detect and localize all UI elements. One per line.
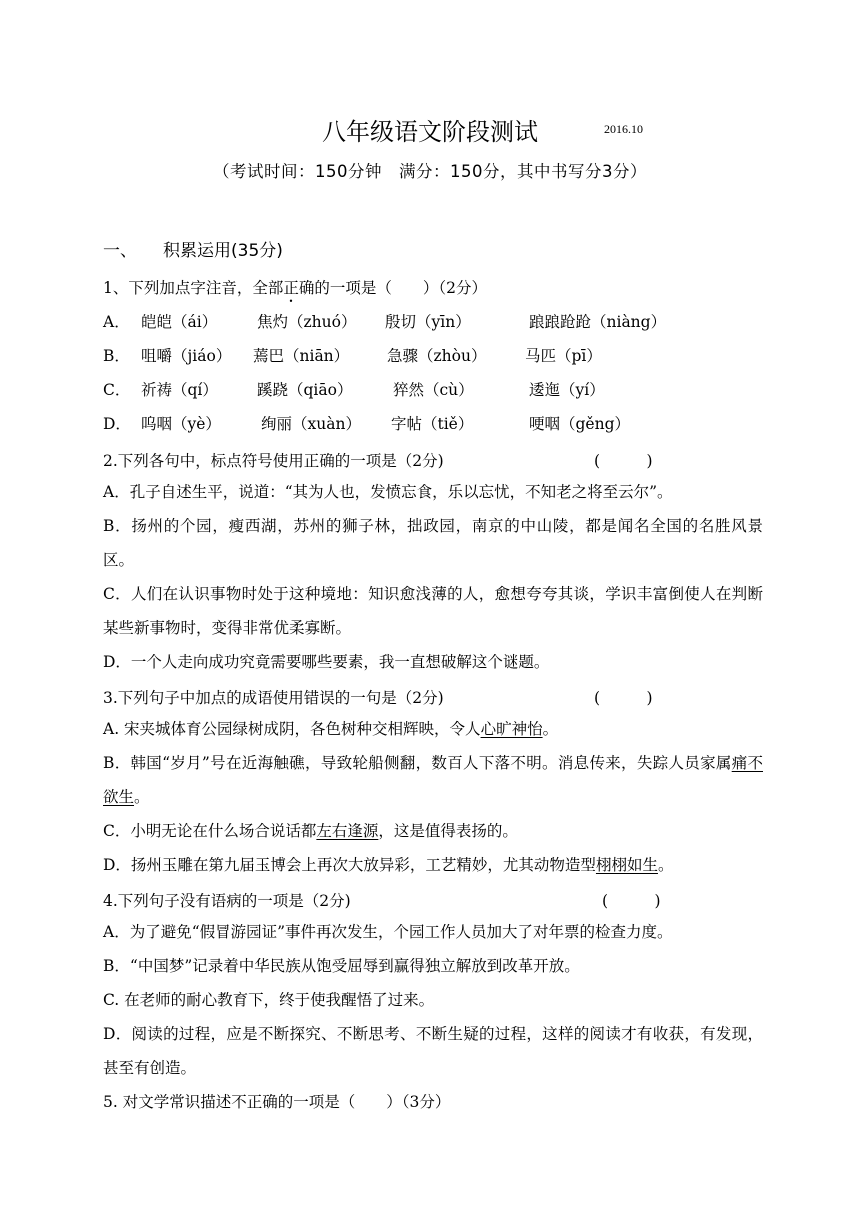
- exam-date: 2016.10: [604, 122, 643, 136]
- q5-stem: 5. 对文学常识描述不正确的一项是（ ）（3分）: [103, 1093, 451, 1111]
- q4-stem: 4.下列句子没有语病的一项是（2分): [103, 892, 351, 910]
- q2-option-d: D．一个人走向成功究竟需要哪些要素，我一直想破解这个谜题。: [103, 653, 550, 671]
- q2-answer-blank: ( ): [594, 452, 653, 470]
- q3-option-d: D．扬州玉雕在第九届玉博会上再次大放异彩，工艺精妙，尤其动物造型栩栩如生。: [103, 856, 674, 874]
- idiom: 栩栩如生: [595, 856, 658, 874]
- q3-answer-blank: ( ): [594, 689, 653, 707]
- emphasis-char: 正: [283, 279, 299, 297]
- q3-option-b: B．韩国“岁月”号在近海触礁，导致轮船侧翻，数百人下落不明。消息传来，失踪人员家属痛不欲生。: [103, 754, 763, 806]
- section-heading: [103, 236, 283, 261]
- idiom: 心旷神怡: [480, 720, 543, 738]
- exam-subtitle: （考试时间：150分钟 满分：150分，其中书写分3分）: [213, 162, 647, 181]
- exam-page: 八年级语文阶段测试 2016.10 （考试时间：150分钟 满分：150分，其中书写分3分） 一、 积累运用(35分) 1、下列加点字注音，全部正确的一项是（ ）（2分） A． 皑皑（ái） 焦灼（zhuó） 殷切（yīn） 踉踉跄跄（niàng） B． 咀嚼（jiáo） 蔫巴（niān） 急骤（zhòu） 马匹（pī） C． 祈祷（qí） 蹊跷（qiāo） 猝然（cù） 逶迤（yí） D． 呜咽（yè） 绚丽（xuàn） 字帖（tiě） 哽咽（gěng） 2.下列各句中，标点符号使用正确的一项是（2分) ( ) A．孔子自述生平，说道：“其为人也，发愤忘食，乐以忘忧，不知老之将至云尔”。 B．扬州的个园，瘦西湖，苏州的狮子林，拙政园，南京的中山陵，都是闻名全国的名胜风景区。 C．人们在认识事物时处于这种境地：知识愈浅薄的人，愈想夸夸其谈，学识丰富倒使人在判断某些新事物时，变得非常优柔寡断。 D．一个人走向成功究竟需要哪些要素，我一直想破解这个谜题。 3.下列句子中加点的成语使用错误的一句是（2分) ( ) A. 宋夹城体育公园绿树成阴，各色树种交相辉映，令人心旷神怡。 B．韩国“岁月”号在近海触礁，导致轮船侧翻，数百人下落不明。消息传来，失踪人员家属痛不欲生。 C．小明无论在什么场合说话都左右逢源，这是值得表扬的。 D．扬州玉雕在第九届玉博会上再次大放异彩，工艺精妙，尤其动物造型栩栩如生。 4.下列句子没有语病的一项是（2分) ( ) A．为了避免“假冒游园证”事件再次发生，个园工作人员加大了对年票的检查力度。 B．“中国梦”记录着中华民族从饱受屈辱到赢得独立解放到改革开放。 C. 在老师的耐心教育下，终于使我醒悟了过来。 D．阅读的过程，应是不断探究、不断思考、不断生疑的过程，这样的阅读才有收获，有发现，甚至有创造。 5. 对文学常识描述不正确的一项是（ ）（3分）: [0, 0, 860, 1216]
- q1-stem: 1、下列加点字注音，全部正确的一项是（ ）（2分）: [103, 279, 488, 297]
- idiom: 痛不欲生: [103, 754, 763, 806]
- q4-option-b: B．“中国梦”记录着中华民族从饱受屈辱到赢得独立解放到改革开放。: [103, 957, 580, 975]
- q3-option-a: A. 宋夹城体育公园绿树成阴，各色树种交相辉映，令人心旷神怡。: [103, 720, 559, 738]
- q4-answer-blank: ( ): [602, 892, 661, 910]
- page-title: [0, 112, 860, 147]
- q4-option-a: A．为了避免“假冒游园证”事件再次发生，个园工作人员加大了对年票的检查力度。: [103, 923, 673, 941]
- q4-option-d: D．阅读的过程，应是不断探究、不断思考、不断生疑的过程，这样的阅读才有收获，有发现，甚至有创造。: [103, 1025, 763, 1077]
- q3-stem: 3.下列句子中加点的成语使用错误的一句是（2分): [103, 689, 444, 707]
- exam-title: 八年级语文阶段测试: [322, 118, 538, 146]
- q4-option-c: C. 在老师的耐心教育下，终于使我醒悟了过来。: [103, 991, 435, 1009]
- q2-stem: 2.下列各句中，标点符号使用正确的一项是（2分): [103, 452, 444, 470]
- section-title: 积累运用(35分): [163, 241, 283, 261]
- q2-option-a: A．孔子自述生平，说道：“其为人也，发愤忘食，乐以忘忧，不知老之将至云尔”。: [103, 483, 673, 501]
- q2-option-c: C．人们在认识事物时处于这种境地：知识愈浅薄的人，愈想夸夸其谈，学识丰富倒使人在判断某些新事物时，变得非常优柔寡断。: [103, 585, 763, 637]
- q3-option-c: C．小明无论在什么场合说话都左右逢源，这是值得表扬的。: [103, 822, 518, 840]
- section-number: 一、: [103, 241, 137, 261]
- idiom: 左右逢源: [316, 822, 379, 840]
- q2-option-b: B．扬州的个园，瘦西湖，苏州的狮子林，拙政园，南京的中山陵，都是闻名全国的名胜风景区。: [103, 517, 763, 569]
